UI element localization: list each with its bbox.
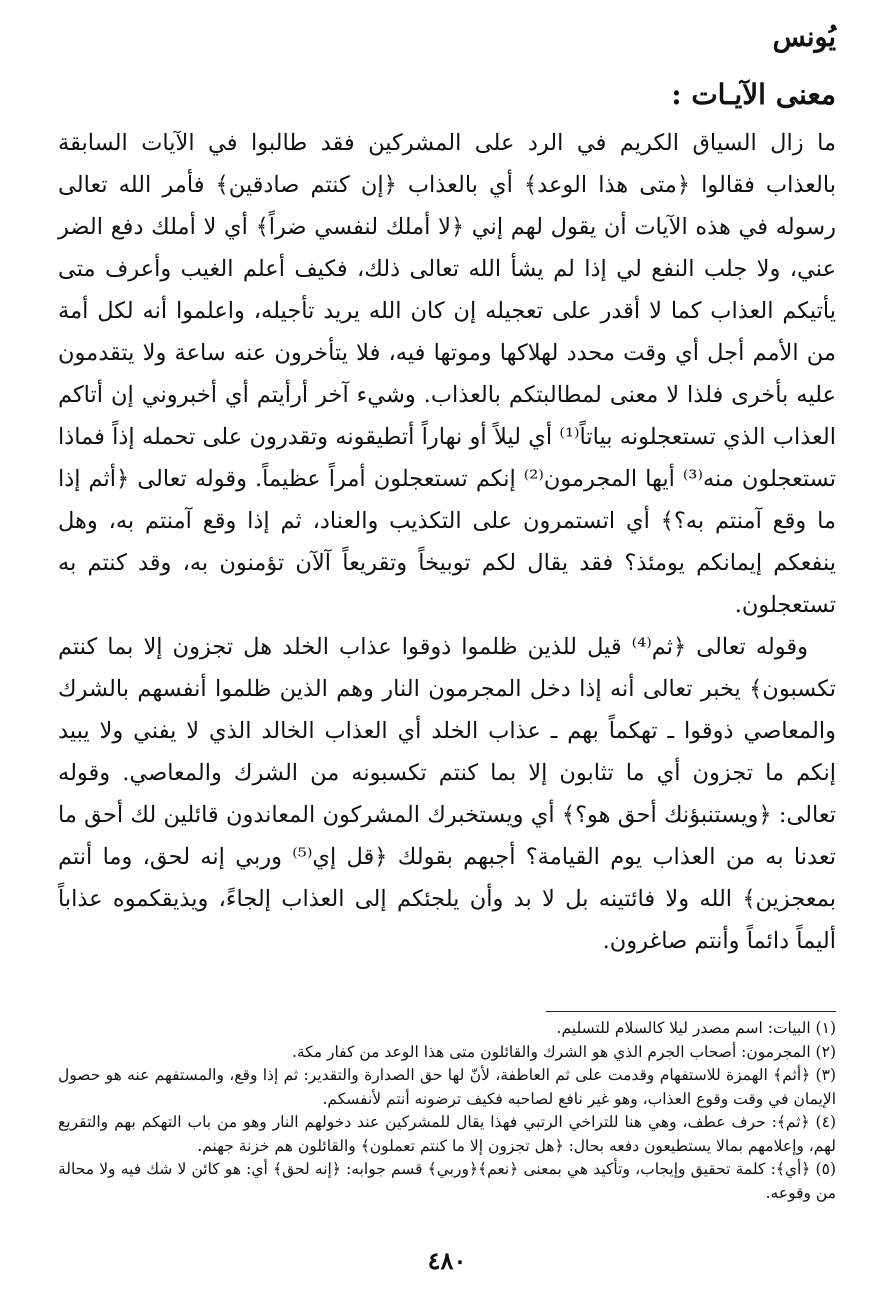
paragraph: وقوله تعالى ﴿ثم⁽⁴⁾ قيل للذين ظلموا ذوقوا عذاب الخلد هل تجزون إلا بما كنتم تكسبون﴾ يخبر تعالى أنه إذا دخل المجرمون النار وهم الذين ظلموا أنفسهم بالشرك والمعاصي ذوقوا ـ تهكماً بهم ـ عذاب الخلد أي العذاب الخالد الذي لا يفني ولا يبيد إنكم ما تجزون أي ما تثابون إلا بما كنتم تكسبونه من الشرك والمعاصي. وقوله تعالى: ﴿ويستنبؤنك أحق هو؟﴾ أي ويستخبرك المشركون المعاندون قائلين لك أحق ما تعدنا به من العذاب يوم القيامة؟ أجبهم بقولك ﴿قل إي⁽⁵⁾ وربي إنه لحق، وما أنتم بمعجزين﴾ الله ولا فائتينه بل لا بد وأن يلجئكم إلى العذاب إلجاءً، ويذيقكموه عذاباً أليماً دائماً وأنتم صاغرون.: [58, 634, 836, 954]
page-number: ٤٨٠: [427, 1246, 467, 1275]
footnote: (١) البيات: اسم مصدر ليلا كالسلام للتسليم.: [556, 1019, 836, 1037]
footnote: (٤) ﴿ثم﴾: حرف عطف، وهي هنا للتراخي الرتبي فهذا يقال للمشركين عند دخولهم النار وهو من باب التهكم بهم والتقريع لهم، وإعلامهم بمالا يستطيعون دفعه بحال: ﴿هل تجزون إلا ما كنتم تعملون﴾ والقائلون هم خزنة جهنم.: [58, 1113, 836, 1155]
footnote: (٥) ﴿أي﴾: كلمة تحقيق وإيجاب، وتأكيد هي بمعنى ﴿نعم﴾﴿وربي﴾ قسم جوابه: ﴿إنه لحق﴾ أي: هو كائن لا شك فيه ولا محالة من وقوعه.: [58, 1160, 836, 1202]
paragraph: ما زال السياق الكريم في الرد على المشركين فقد طالبوا في الآيات السابقة بالعذاب فقالوا ﴿متى هذا الوعد﴾ أي بالعذاب ﴿إن كنتم صادقين﴾ فأمر الله تعالى رسوله في هذه الآيات أن يقول لهم إني ﴿لا أملك لنفسي ضراً﴾ أي لا أملك دفع الضر عني، ولا جلب النفع لي إذا لم يشأ الله تعالى ذلك، فكيف أعلم الغيب وأعرف متى يأتيكم العذاب كما لا أقدر على تعجيله إن كان الله يريد تأجيله، واعلموا أنه لكل أمة من الأمم أجل أي وقت محدد لهلاكها وموتها فيه، فلا يتأخرون عنه ساعة ولا يتقدمون عليه بأخرى فلذا لا معنى لمطالبتكم بالعذاب. وشيء آخر أرأيتم أي أخبروني إن أتاكم العذاب الذي تستعجلونه بياتاً⁽¹⁾ أي ليلاً أو نهاراً أتطيقونه وتقدرون على تحمله إذاً فماذا تستعجلون منه⁽³⁾ أيها المجرمون⁽²⁾ إنكم تستعجلون أمراً عظيماً. وقوله تعالى ﴿أثم إذا ما وقع آمنتم به؟﴾ أي اتستمرون على التكذيب والعناد، ثم إذا وقع آمنتم به، وهل ينفعكم إيمانكم يومئذ؟ فقد يقال لكم توبيخاً وتقريعاً آلآن تؤمنون به، وقد كنتم به تستعجلون.: [58, 130, 836, 618]
footnotes: [58, 1017, 836, 1205]
section-title: معنى الآيـات :: [671, 78, 836, 111]
footnote: (٣) ﴿أثم﴾ الهمزة للاستفهام وقدمت على ثم العاطفة، لأنّ لها حق الصدارة والتقدير: ثم إذا وقع، والمستفهم عنه هو حصول الإيمان في وقت وقوع العذاب، وهو غير نافع لصاحبه فكيف ترضونه أنتم لأنفسكم.: [58, 1066, 836, 1108]
main-text: [58, 122, 836, 962]
footnote-divider: [546, 1011, 836, 1012]
footnote: (٢) المجرمون: أصحاب الجرم الذي هو الشرك والقائلون متى هذا الوعد من كفار مكة.: [291, 1042, 836, 1061]
running-header-surah: يُونس: [772, 22, 836, 53]
